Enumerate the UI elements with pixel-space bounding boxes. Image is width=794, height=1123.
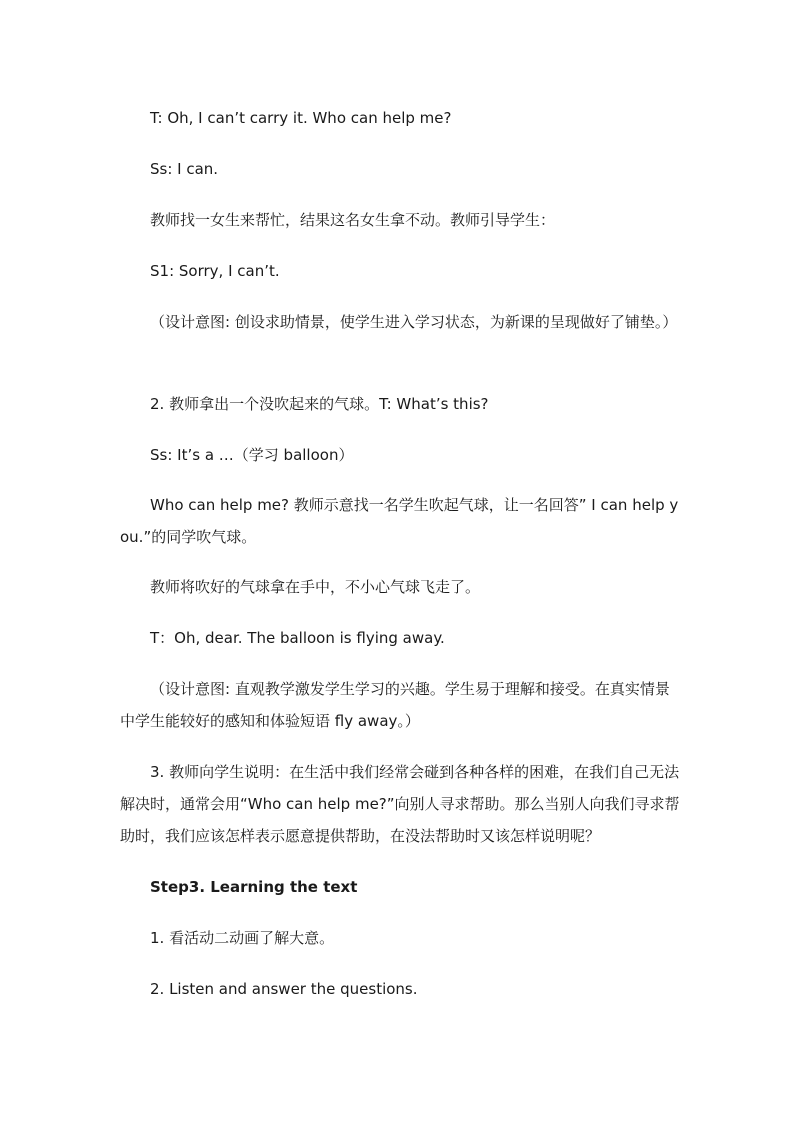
- paragraph-s1-sorry: S1: Sorry, I can’t.: [150, 262, 280, 280]
- paragraph-design-intent-2: （设计意图: 直观教学激发学生学习的兴趣。学生易于理解和接受。在真实情景中学生能较好的感知和体验短语 fly away。）: [120, 680, 670, 730]
- paragraph-its-a-balloon: Ss: It’s a …（学习 balloon）: [150, 446, 354, 464]
- paragraph-teacher-cant-carry: T: Oh, I can’t carry it. Who can help me?: [150, 109, 452, 127]
- paragraph-listen-answer: 2. Listen and answer the questions.: [150, 980, 418, 998]
- paragraph-watch-animation: 1. 看活动二动画了解大意。: [150, 929, 335, 947]
- paragraph-girl-helps: 教师找一女生来帮忙，结果这名女生拿不动。教师引导学生：: [150, 211, 556, 229]
- paragraph-balloon-question: 2. 教师拿出一个没吹起来的气球。T: What’s this?: [150, 395, 489, 413]
- paragraph-who-can-help: Who can help me? 教师示意找一名学生吹起气球，让一名回答” I can help you.”的同学吹气球。: [120, 496, 679, 546]
- paragraph-students-i-can: Ss: I can.: [150, 160, 219, 178]
- paragraph-balloon-flies: 教师将吹好的气球拿在手中，不小心气球飞走了。: [150, 578, 481, 596]
- paragraph-explanation-3: 3. 教师向学生说明：在生活中我们经常会碰到各种各样的困难，在我们自己无法解决时，通常会用“Who can help me?”向别人寻求帮助。那么当别人向我们寻求帮助时，我们应该怎样表示愿意提供帮助，在没法帮助时又该怎样说明呢？: [120, 763, 680, 845]
- paragraph-flying-away: T：Oh, dear. The balloon is flying away.: [150, 629, 445, 647]
- section-heading-step3: Step3. Learning the text: [150, 878, 358, 896]
- paragraph-design-intent-1: （设计意图: 创设求助情景，使学生进入学习状态，为新课的呈现做好了铺垫。）: [150, 313, 678, 331]
